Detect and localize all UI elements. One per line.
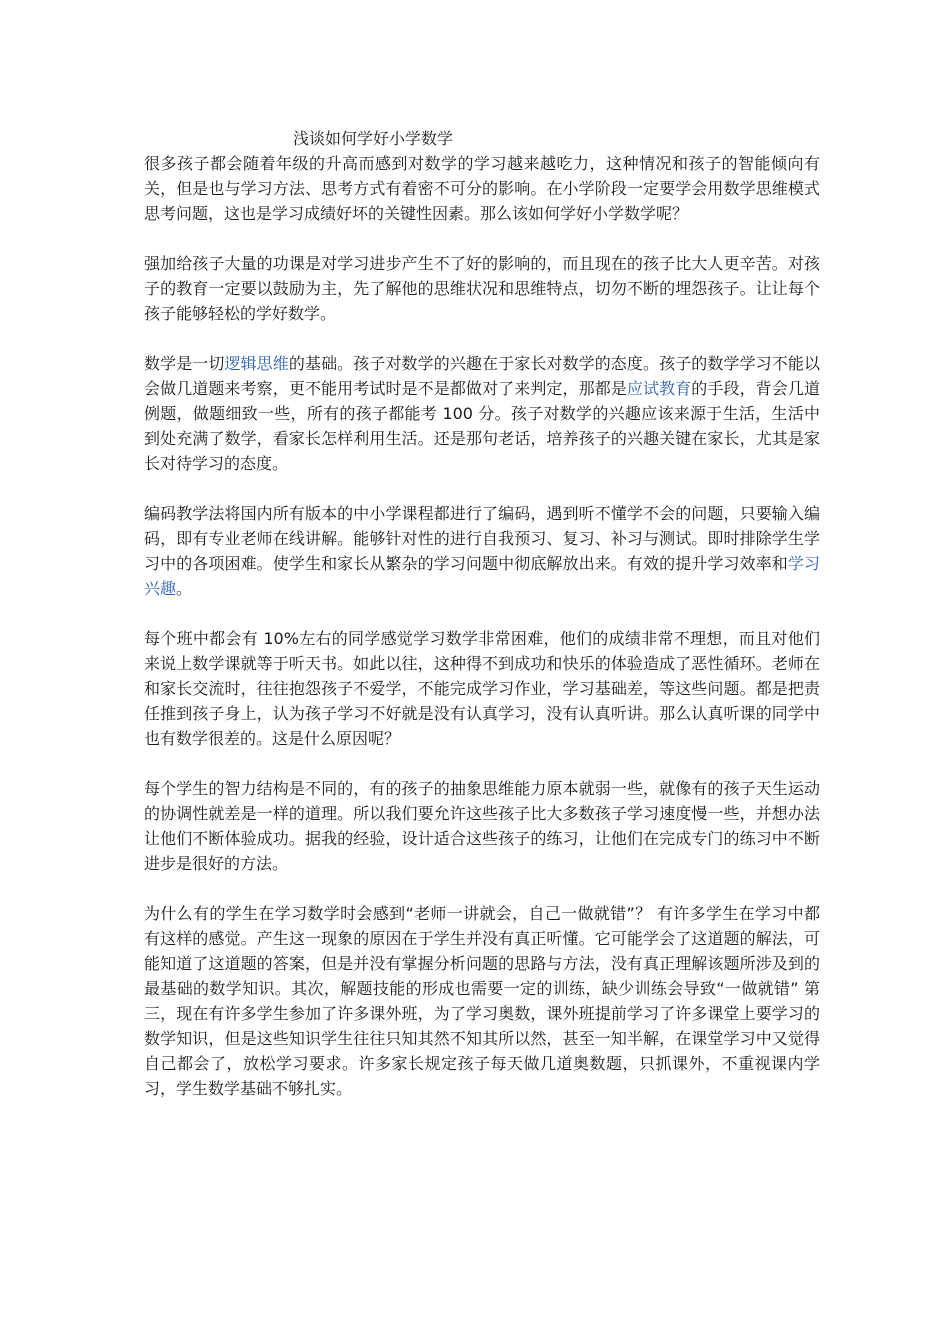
link-exam-oriented-education[interactable]: 应试教育 — [626, 379, 692, 398]
document-title: 浅谈如何学好小学数学 — [293, 129, 454, 148]
paragraph-3-text-1: 数学是一切 — [144, 354, 225, 373]
paragraph-4-text-2: 。 — [176, 579, 193, 598]
paragraph-5: 每个班中都会有 10%左右的同学感觉学习数学非常困难，他们的成绩非常不理想，而且对他们来说上数学课就等于听天书。如此以往，这种得不到成功和快乐的体验造成了恶性循环。老师在和家长交流时，往往抱怨孩子不爱学，不能完成学习作业，学习基础差，等这些问题。都是把责任推到孩子身上，认为孩子学习不好就是没有认真学习，没有认真听讲。那么认真听课的同学中也有数学很差的。这是什么原因呢？ — [144, 629, 820, 748]
paragraph-1: 很多孩子都会随着年级的升高而感到对数学的学习越来越吃力，这种情况和孩子的智能倾向有关，但是也与学习方法、思考方式有着密不可分的影响。在小学阶段一定要学会用数学思维模式思考问题，这也是学习成绩好坏的关键性因素。那么该如何学好小学数学呢？ — [144, 154, 820, 223]
paragraph-6: 每个学生的智力结构是不同的，有的孩子的抽象思维能力原本就弱一些，就像有的孩子天生运动的协调性就差是一样的道理。所以我们要允许这些孩子比大多数孩子学习速度慢一些，并想办法让他们不断体验成功。据我的经验，设计适合这些孩子的练习，让他们在完成专门的练习中不断进步是很好的方法。 — [144, 779, 820, 873]
link-logical-thinking[interactable]: 逻辑思维 — [224, 354, 289, 373]
link-learning-interest[interactable]: 学习兴趣 — [144, 554, 820, 598]
document-body — [144, 151, 820, 1101]
paragraph-3 — [144, 351, 820, 476]
paragraph-4-text-1: 编码教学法将国内所有版本的中小学课程都进行了编码，遇到听不懂学不会的问题，只要输入编码，即有专业老师在线讲解。能够针对性的进行自我预习、复习、补习与测试。即时排除学生学习中的各项困难。使学生和家长从繁杂的学习问题中彻底解放出来。有效的提升学习效率和 — [144, 504, 820, 573]
paragraph-2: 强加给孩子大量的功课是对学习进步产生不了好的影响的，而且现在的孩子比大人更辛苦。对孩子的教育一定要以鼓励为主，先了解他的思维状况和思维特点，切勿不断的埋怨孩子。让让每个孩子能够轻松的学好数学。 — [144, 254, 820, 323]
paragraph-4 — [144, 501, 820, 601]
paragraph-3-text-3: 的手段，背会几道例题，做题细致一些，所有的孩子都能考 100 分。孩子对数学的兴趣应该来源于生活，生活中到处充满了数学，看家长怎样利用生活。还是那句老话，培养孩子的兴趣关键在家长，尤其是家长对待学习的态度。 — [144, 379, 820, 473]
paragraph-7: 为什么有的学生在学习数学时会感到“老师一讲就会，自己一做就错”？ 有许多学生在学习中都有这样的感觉。产生这一现象的原因在于学生并没有真正听懂。它可能学会了这道题的解法，可能知道了这道题的答案，但是并没有掌握分析问题的思路与方法，没有真正理解该题所涉及到的最基础的数学知识。其次，解题技能的形成也需要一定的训练，缺少训练会导致“一做就错” 第三，现在有许多学生参加了许多课外班，为了学习奥数，课外班提前学习了许多课堂上要学习的数学知识，但是这些知识学生往往只知其然不知其所以然，甚至一知半解，在课堂学习中又觉得自己都会了，放松学习要求。许多家长规定孩子每天做几道奥数题，只抓课外，不重视课内学习，学生数学基础不够扎实。 — [144, 904, 820, 1098]
paragraph-3-text-2: 的基础。孩子对数学的兴趣在于家长对数学的态度。孩子的数学学习不能以会做几道题来考察，更不能用考试时是不是都做对了来判定，那都是 — [144, 354, 820, 398]
